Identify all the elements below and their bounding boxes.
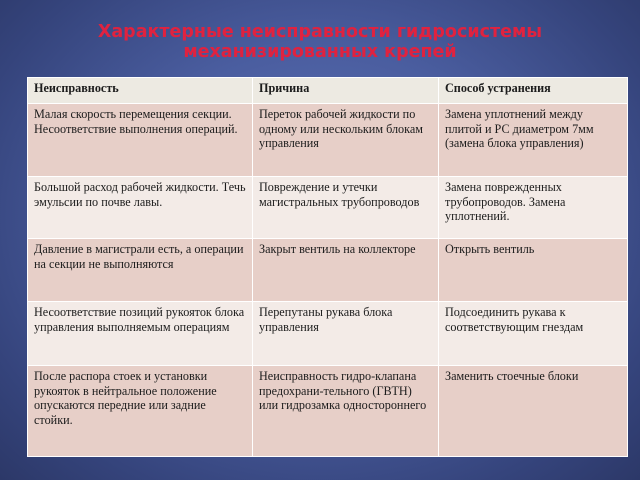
remedy-cell: Открыть вентиль bbox=[439, 239, 628, 302]
table-row bbox=[28, 302, 628, 366]
header-cause: Причина bbox=[253, 78, 439, 104]
header-fault: Неисправность bbox=[28, 78, 253, 104]
table-row bbox=[28, 104, 628, 177]
table-header-row bbox=[28, 78, 628, 104]
remedy-cell: Заменить стоечные блоки bbox=[439, 366, 628, 457]
fault-cell: Несоответствие позиций рукояток блока управления выполняемым операциям bbox=[28, 302, 253, 366]
cause-cell: Неисправность гидро-клапана предохрани-тельного (ГВТН) или гидрозамка одностороннего bbox=[253, 366, 439, 457]
remedy-cell: Замена поврежденных трубопроводов. Замена уплотнений. bbox=[439, 177, 628, 239]
cause-cell: Повреждение и утечки магистральных трубопроводов bbox=[253, 177, 439, 239]
faults-table-container bbox=[27, 77, 627, 454]
cause-cell: Переток рабочей жидкости по одному или нескольким блокам управления bbox=[253, 104, 439, 177]
cause-cell: Закрыт вентиль на коллекторе bbox=[253, 239, 439, 302]
fault-cell: Малая скорость перемещения секции. Несоответствие выполнения операций. bbox=[28, 104, 253, 177]
slide-title bbox=[0, 22, 640, 62]
table-row bbox=[28, 177, 628, 239]
fault-cell: После распора стоек и установки рукояток в нейтральное положение опускаются передние или задние стойки. bbox=[28, 366, 253, 457]
remedy-cell: Замена уплотнений между плитой и РС диаметром 7мм (замена блока управления) bbox=[439, 104, 628, 177]
cause-cell: Перепутаны рукава блока управления bbox=[253, 302, 439, 366]
fault-cell: Давление в магистрали есть, а операции на секции не выполняются bbox=[28, 239, 253, 302]
header-remedy: Способ устранения bbox=[439, 78, 628, 104]
table-row bbox=[28, 239, 628, 302]
remedy-cell: Подсоединить рукава к соответствующим гнездам bbox=[439, 302, 628, 366]
faults-table bbox=[27, 77, 628, 457]
slide-title-line-2: механизированных крепей bbox=[183, 42, 457, 62]
table-row bbox=[28, 366, 628, 457]
slide-title-line-1: Характерные неисправности гидросистемы bbox=[97, 22, 543, 42]
fault-cell: Большой расход рабочей жидкости. Течь эмульсии по почве лавы. bbox=[28, 177, 253, 239]
